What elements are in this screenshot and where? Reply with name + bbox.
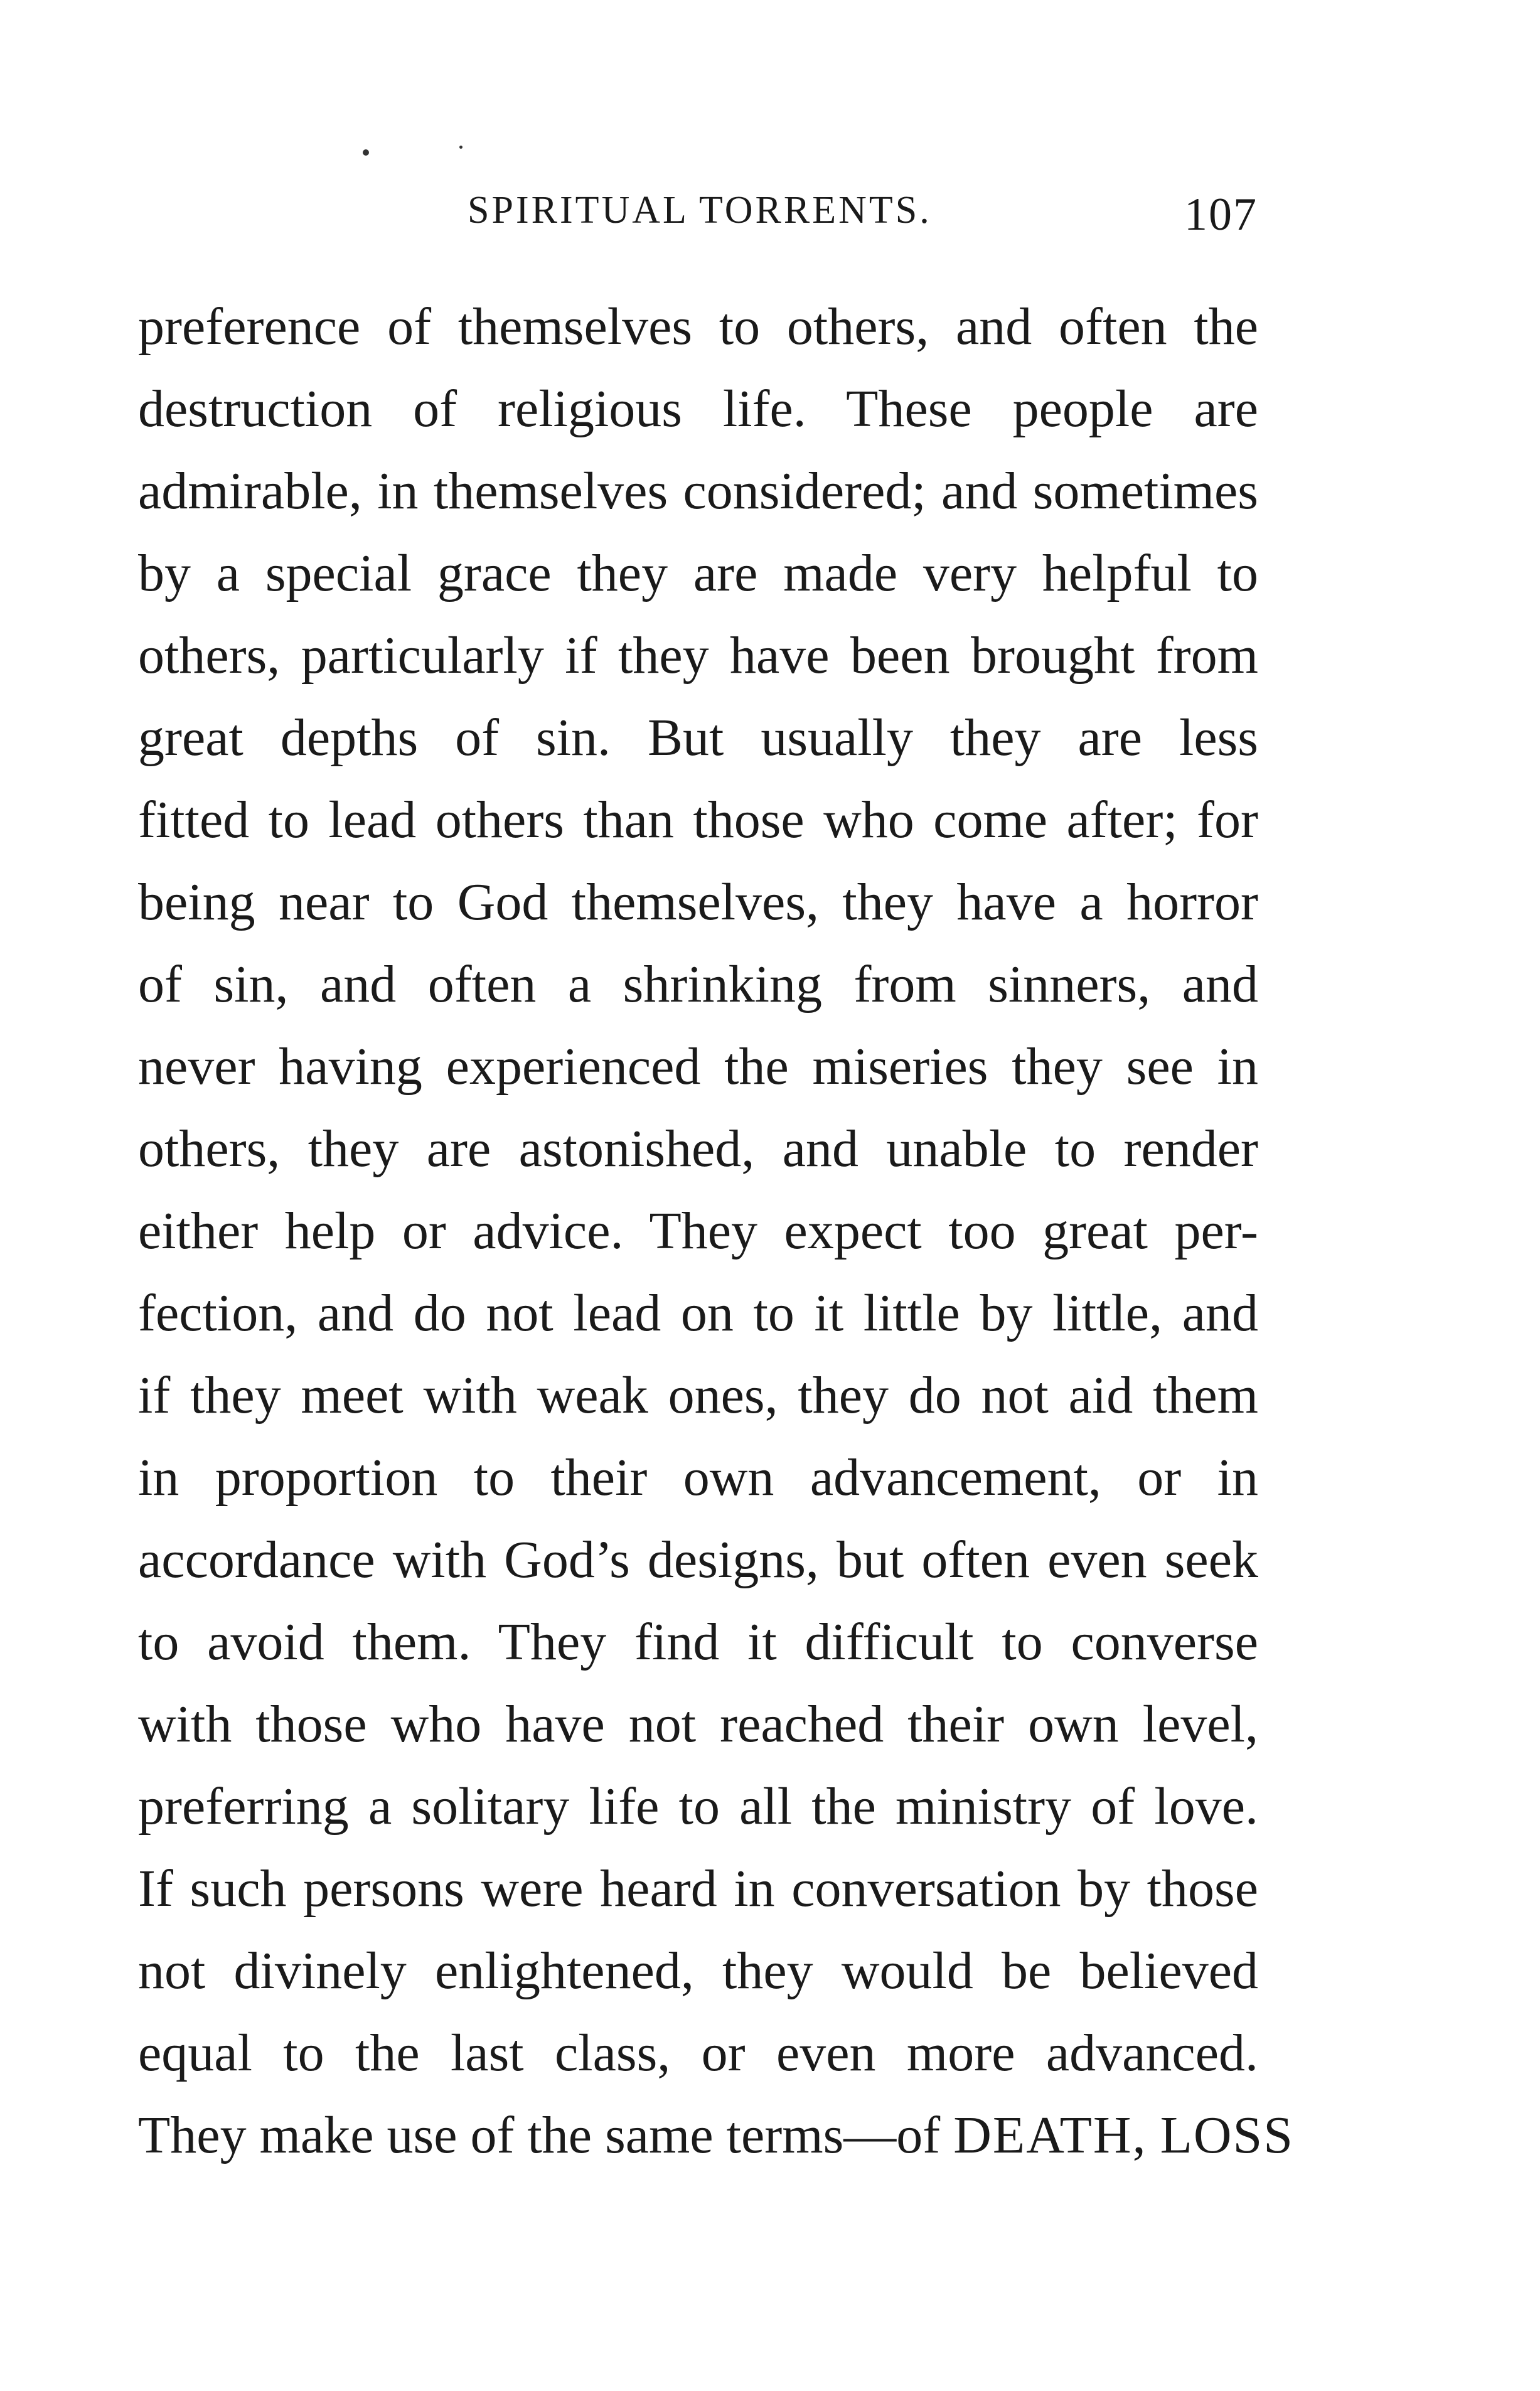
text-line-23 [138, 2094, 1294, 2176]
text-line-13: fection, and do not lead on to it little by little, and [138, 1284, 1258, 1342]
text-line-16: accordance with God’s designs, but often even seek [138, 1531, 1258, 1589]
ink-speck [459, 146, 463, 149]
text-line-6: great depths of sin. But usually they are less [138, 709, 1258, 767]
text-line-8: being near to God themselves, they have a horror [138, 873, 1258, 931]
text-line-15: in proportion to their own advancement, or in [138, 1448, 1258, 1507]
text-line-3: admirable, in themselves considered; and sometimes [138, 462, 1258, 520]
text-line-9: of sin, and often a shrinking from sinners, and [138, 955, 1258, 1014]
text-line-2: destruction of religious life. These people are [138, 380, 1258, 438]
text-line-7: fitted to lead others than those who come after; for [138, 791, 1258, 849]
text-line-17: to avoid them. They find it difficult to converse [138, 1613, 1258, 1671]
text-line-21: not divinely enlightened, they would be believed [138, 1942, 1258, 2000]
text-line-5: others, particularly if they have been brought from [138, 626, 1258, 685]
text-line-4: by a special grace they are made very helpful to [138, 544, 1258, 602]
term-death: DEATH, [953, 2106, 1147, 2164]
text-line-12: either help or advice. They expect too great per- [138, 1202, 1258, 1260]
text-line-1: preference of themselves to others, and often the [138, 297, 1258, 356]
term-loss: LOSS [1160, 2106, 1294, 2164]
last-line-prefix: They make use of the same terms—of [138, 2106, 941, 2164]
text-line-22: equal to the last class, or even more advanced. [138, 2024, 1258, 2082]
text-line-20: If such persons were heard in conversation by those [138, 1859, 1258, 1918]
ink-speck [363, 149, 369, 156]
text-line-19: preferring a solitary life to all the ministry of love. [138, 1777, 1258, 1836]
body-text [138, 286, 1294, 2176]
text-line-18: with those who have not reached their own level, [138, 1695, 1258, 1753]
text-line-10: never having experienced the miseries they see in [138, 1037, 1258, 1096]
page-number: 107 [1184, 189, 1258, 240]
text-line-11: others, they are astonished, and unable to render [138, 1120, 1258, 1178]
running-title: SPIRITUAL TORRENTS. [468, 189, 932, 232]
text-line-14: if they meet with weak ones, they do not aid them [138, 1366, 1258, 1425]
